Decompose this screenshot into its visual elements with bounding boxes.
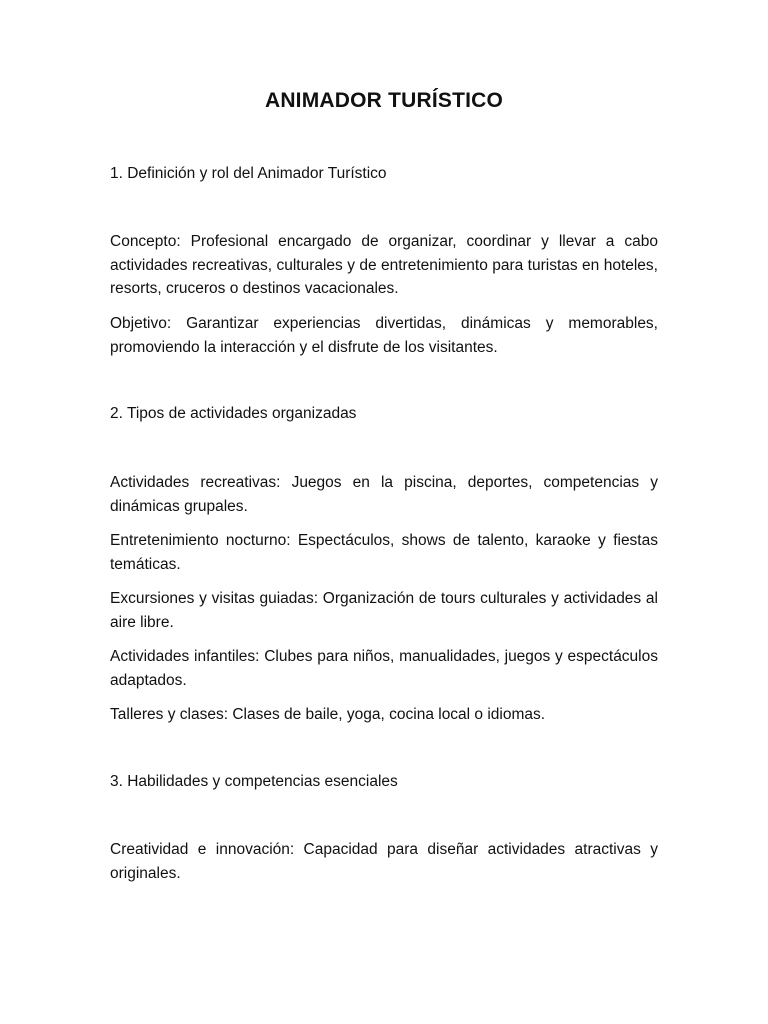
section-1-concepto: Concepto: Profesional encargado de organizar, coordinar y llevar a cabo actividades recreativas, culturales y de entretenimiento para turistas en hoteles, resorts, cruceros o destinos vacacionales. [110, 233, 658, 297]
section-3-item-creatividad: Creatividad e innovación: Capacidad para diseñar actividades atractivas y originales. [110, 841, 658, 882]
section-1-heading: 1. Definición y rol del Animador Turístico [110, 165, 387, 182]
document-title: ANIMADOR TURÍSTICO [264, 89, 504, 112]
section-3-heading: 3. Habilidades y competencias esenciales [110, 773, 398, 790]
section-2-item-infantiles: Actividades infantiles: Clubes para niños, manualidades, juegos y espectáculos adaptados. [110, 648, 658, 689]
section-2-item-excursiones: Excursiones y visitas guiadas: Organización de tours culturales y actividades al aire libre. [110, 590, 658, 631]
section-1-objetivo: Objetivo: Garantizar experiencias divertidas, dinámicas y memorables, promoviendo la interacción y el disfrute de los visitantes. [110, 315, 658, 356]
section-2-heading: 2. Tipos de actividades organizadas [110, 405, 357, 422]
section-2-item-talleres: Talleres y clases: Clases de baile, yoga, cocina local o idiomas. [110, 706, 546, 723]
section-2-item-recreativas: Actividades recreativas: Juegos en la piscina, deportes, competencias y dinámicas grupales. [110, 474, 658, 515]
section-2-item-nocturno: Entretenimiento nocturno: Espectáculos, shows de talento, karaoke y fiestas temáticas. [110, 532, 658, 573]
